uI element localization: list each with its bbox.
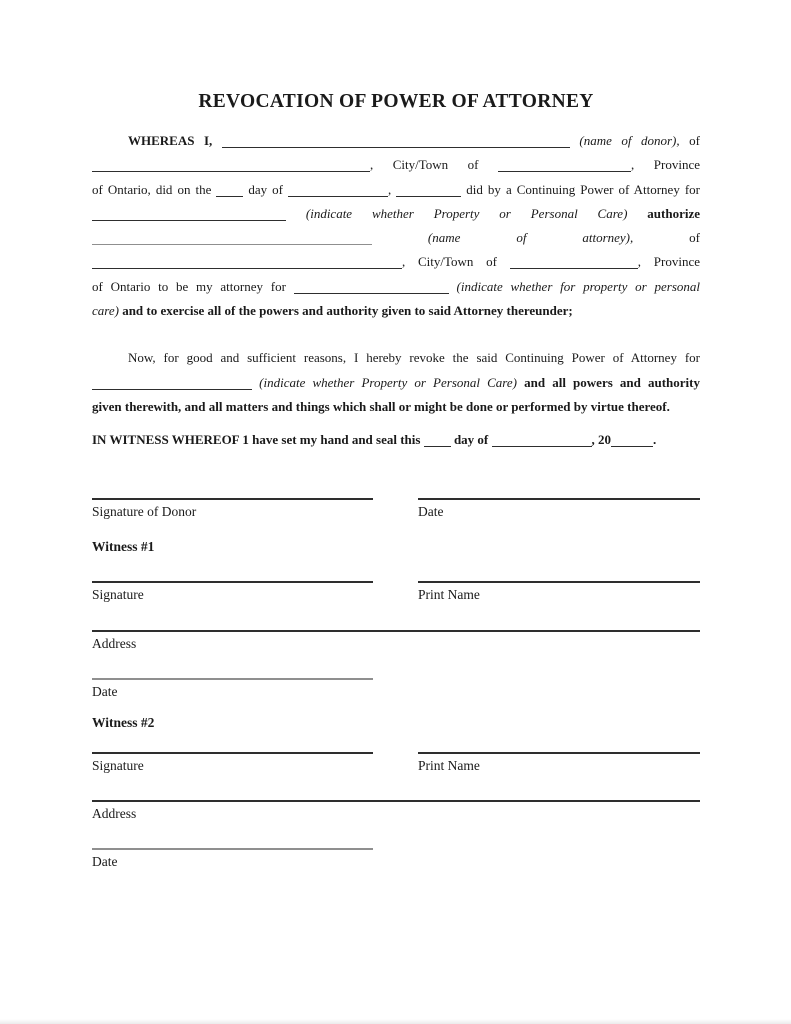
- signature-field[interactable]: [92, 752, 373, 774]
- signature-label: Signature: [92, 757, 144, 773]
- signature-label: Date: [92, 683, 118, 699]
- text-segment: IN WITNESS WHEREOF 1 have set my hand and seal this: [92, 432, 421, 448]
- text-segment: (indicate whether Property or Personal Care): [305, 205, 628, 221]
- blank-field[interactable]: [222, 135, 570, 148]
- text-segment: ,: [388, 181, 392, 197]
- text-segment: authorize: [647, 205, 700, 221]
- signature-label: Print Name: [418, 586, 480, 602]
- signature-field[interactable]: [92, 630, 700, 652]
- blank-field[interactable]: [92, 377, 252, 390]
- signature-label: Signature: [92, 586, 144, 602]
- blank-field[interactable]: [216, 184, 243, 197]
- signature-label: Print Name: [418, 757, 480, 773]
- text-segment: care): [92, 303, 119, 319]
- form-line: [92, 178, 700, 202]
- signature-label: Signature of Donor: [92, 503, 197, 519]
- scan-edge-shadow: [0, 1019, 791, 1024]
- document-title: REVOCATION OF POWER OF ATTORNEY: [198, 91, 594, 112]
- blank-field[interactable]: [611, 434, 653, 447]
- signature-label: Address: [92, 635, 137, 651]
- blank-field[interactable]: [510, 256, 638, 269]
- blank-field[interactable]: [92, 208, 286, 221]
- text-segment: of: [689, 230, 700, 246]
- signature-field[interactable]: [92, 581, 373, 603]
- paragraph-whereas-clause: [92, 129, 700, 323]
- paragraph-revocation-clause: [92, 346, 700, 419]
- blank-field[interactable]: [424, 434, 451, 447]
- witness-heading: Witness #1: [92, 538, 155, 554]
- form-line: [92, 299, 700, 323]
- text-segment: given therewith, and all matters and things which shall or might be done or performed by virtue thereof.: [92, 398, 670, 414]
- signature-field[interactable]: [92, 800, 700, 822]
- signature-row: [92, 498, 700, 520]
- signature-label: Date: [418, 503, 444, 519]
- signature-row: [92, 581, 700, 603]
- text-segment: , Province: [637, 254, 700, 270]
- blank-field[interactable]: [294, 281, 449, 294]
- form-line: [92, 226, 700, 250]
- text-segment: day of: [248, 181, 283, 197]
- form-line: [92, 346, 700, 370]
- form-line: [92, 153, 700, 177]
- blank-field[interactable]: [92, 256, 402, 269]
- signature-field[interactable]: [92, 678, 373, 700]
- signature-label: Date: [92, 853, 118, 869]
- document-content: [92, 0, 700, 870]
- signature-section: [92, 498, 700, 870]
- signature-field[interactable]: [418, 581, 700, 603]
- blank-field[interactable]: [92, 159, 370, 172]
- form-line: [92, 395, 700, 419]
- text-segment: day of: [453, 432, 489, 448]
- text-segment: , 20: [591, 432, 612, 448]
- text-segment: (indicate whether for property or personal: [456, 278, 700, 294]
- text-segment: (name of donor),: [579, 133, 680, 148]
- text-segment: (name of attorney),: [427, 230, 634, 246]
- signature-field[interactable]: [92, 498, 373, 520]
- blank-field[interactable]: [492, 434, 592, 447]
- signature-field[interactable]: [418, 498, 700, 520]
- signature-row: [92, 752, 700, 774]
- blank-field[interactable]: [396, 184, 461, 197]
- form-line: [92, 371, 700, 395]
- signature-field[interactable]: [418, 752, 700, 774]
- text-segment: , Province: [631, 157, 700, 173]
- signature-label: Address: [92, 805, 137, 821]
- text-segment: , City/Town of: [370, 157, 479, 173]
- witness-heading: Witness #2: [92, 714, 155, 730]
- blank-field[interactable]: [288, 184, 388, 197]
- text-segment: WHEREAS I,: [128, 133, 213, 148]
- text-segment: , City/Town of: [402, 254, 498, 270]
- text-segment: (indicate whether Property or Personal Care): [259, 374, 517, 390]
- form-line: [92, 250, 700, 274]
- text-segment: and all powers and authority: [524, 374, 700, 390]
- text-segment: and to exercise all of the powers and authority given to said Attorney thereunder;: [122, 303, 573, 319]
- text-segment: Now, for good and sufficient reasons, I hereby revoke the said Continuing Power of Attorney for: [128, 350, 700, 366]
- blank-field[interactable]: [92, 232, 372, 245]
- in-witness-whereof-clause: [92, 428, 700, 452]
- form-line: [92, 275, 700, 299]
- blank-field[interactable]: [498, 159, 631, 172]
- text-segment: did by a Continuing Power of Attorney for: [466, 181, 700, 197]
- text-segment: .: [653, 432, 657, 448]
- form-line: [92, 202, 700, 226]
- text-segment: of: [689, 133, 700, 148]
- signature-field[interactable]: [92, 848, 373, 870]
- text-segment: of Ontario to be my attorney for: [92, 278, 286, 294]
- body-paragraphs: [92, 129, 700, 419]
- form-line: [92, 129, 700, 153]
- text-segment: of Ontario, did on the: [92, 181, 212, 197]
- form-line: [92, 428, 700, 452]
